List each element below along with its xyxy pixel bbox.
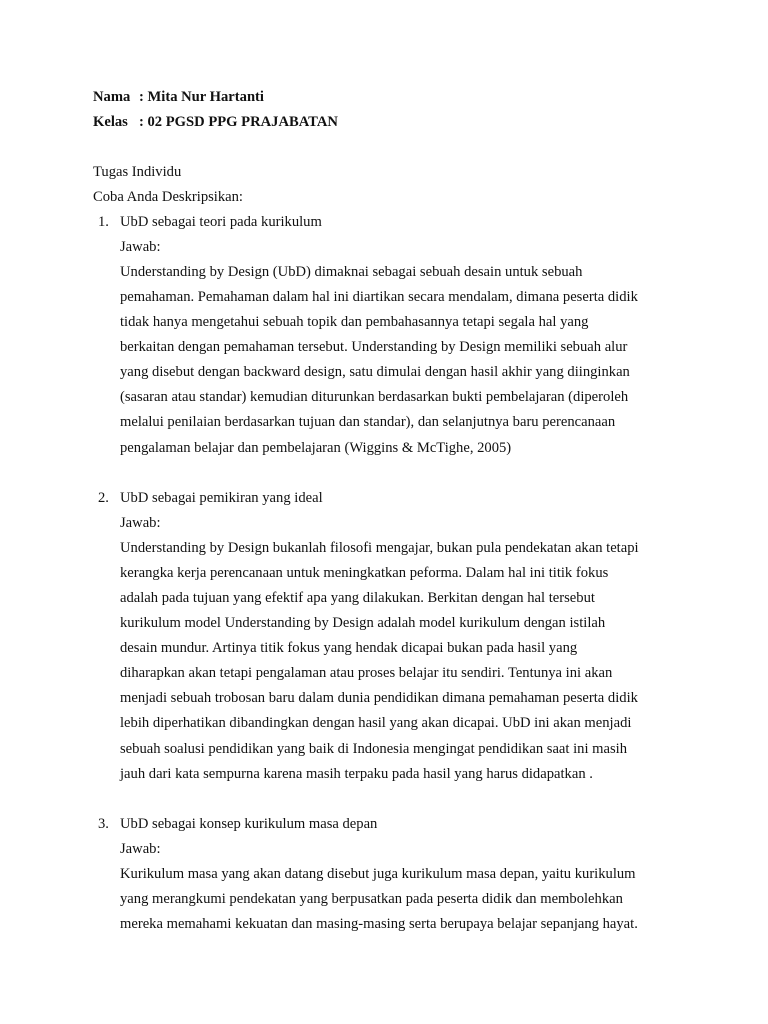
answer-label: Jawab: <box>120 841 161 857</box>
answer-line: desain mundur. Artinya titik fokus yang hendak dicapai bukan pada hasil yang <box>120 640 578 656</box>
item-number: 2. <box>98 490 109 506</box>
answer-line: mereka memahami kekuatan dan masing-masing serta berupaya belajar sepanjang hayat. <box>120 916 638 932</box>
item-number: 3. <box>98 816 109 832</box>
answer-label: Jawab: <box>120 239 161 255</box>
answer-line: lebih diperhatikan dibandingkan dengan hasil yang akan dicapai. UbD ini akan menjadi <box>120 715 632 731</box>
answer-line: kerangka kerja perencanaan untuk meningkatkan peforma. Dalam hal ini titik fokus <box>120 565 609 581</box>
answer-line: Understanding by Design bukanlah filosofi mengajar, bukan pula pendekatan akan tetapi <box>120 540 639 556</box>
item-number: 1. <box>98 214 109 230</box>
answer-line: pemahaman. Pemahaman dalam hal ini diartikan secara mendalam, dimana peserta didik <box>120 289 638 305</box>
name-label: Nama <box>93 89 131 105</box>
class-label: Kelas <box>93 114 128 130</box>
answer-line: yang disebut dengan backward design, satu dimulai dengan hasil akhir yang diinginkan <box>120 364 630 380</box>
answer-line: sebuah soalusi pendidikan yang baik di Indonesia mengingat pendidikan saat ini masih <box>120 741 628 757</box>
answer-line: tidak hanya mengetahui sebuah topik dan pembahasannya tetapi segala hal yang <box>120 314 589 330</box>
answer-label: Jawab: <box>120 515 161 531</box>
answer-line: Understanding by Design (UbD) dimaknai sebagai sebuah desain untuk sebuah <box>120 264 583 280</box>
name-value: : Mita Nur Hartanti <box>139 89 264 105</box>
answer-line: jauh dari kata sempurna karena masih terpaku pada hasil yang harus didapatkan . <box>120 766 593 782</box>
answer-line: menjadi sebuah trobosan baru dalam dunia pendidikan dimana pemahaman peserta didik <box>120 690 638 706</box>
answer-line: diharapkan akan tetapi pengalaman atau proses belajar itu sendiri. Tentunya ini akan <box>120 665 613 681</box>
assignment-prompt: Coba Anda Deskripsikan: <box>93 189 243 205</box>
assignment-title: Tugas Individu <box>93 164 182 180</box>
answer-line: yang merangkumi pendekatan yang berpusatkan pada peserta didik dan membolehkan <box>120 891 623 907</box>
answer-line: berkaitan dengan pemahaman tersebut. Understanding by Design memiliki sebuah alur <box>120 339 628 355</box>
answer-line: Kurikulum masa yang akan datang disebut juga kurikulum masa depan, yaitu kurikulum <box>120 866 636 882</box>
item-heading: UbD sebagai teori pada kurikulum <box>120 214 322 230</box>
answer-line: melalui penilaian berdasarkan tujuan dan standar), dan selanjutnya baru perencanaan <box>120 414 616 430</box>
class-value: : 02 PGSD PPG PRAJABATAN <box>139 114 338 130</box>
answer-line: adalah pada tujuan yang efektif apa yang dilakukan. Berkitan dengan hal tersebut <box>120 590 595 606</box>
answer-line: (sasaran atau standar) kemudian diturunkan berdasarkan bukti pembelajaran (diperoleh <box>120 389 629 405</box>
answer-line: kurikulum model Understanding by Design adalah model kurikulum dengan istilah <box>120 615 606 631</box>
item-heading: UbD sebagai konsep kurikulum masa depan <box>120 816 378 832</box>
item-heading: UbD sebagai pemikiran yang ideal <box>120 490 323 506</box>
answer-line: pengalaman belajar dan pembelajaran (Wiggins & McTighe, 2005) <box>120 440 512 456</box>
